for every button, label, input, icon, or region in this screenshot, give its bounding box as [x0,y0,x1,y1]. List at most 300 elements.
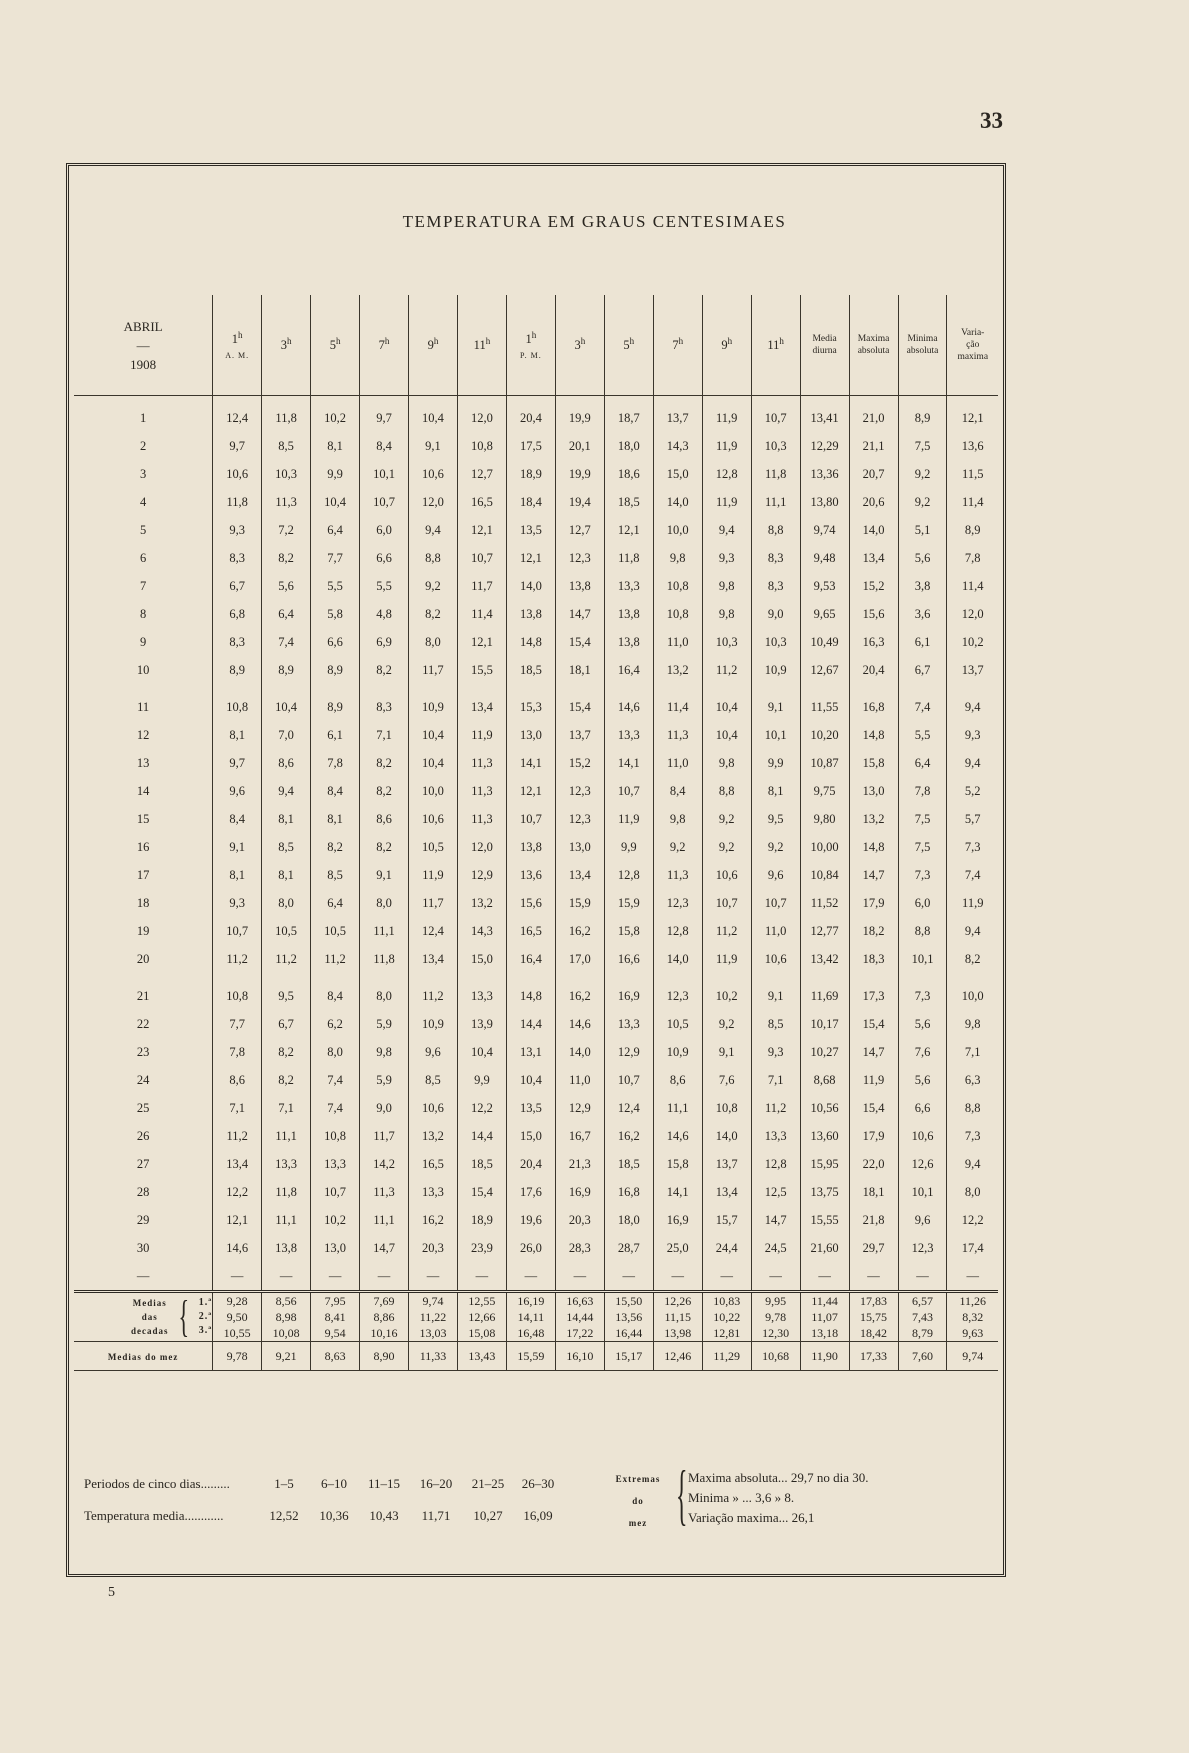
value-cell: 15,6 [506,889,555,917]
value-cell: 9,2 [898,460,947,488]
value-cell: 7,1 [360,721,409,749]
spacer-cell [702,684,751,693]
value-cell: 20,7 [849,460,898,488]
temperature-table [74,295,998,1371]
value-cell: 11,3 [653,861,702,889]
hour-header [311,295,360,396]
value-cell: 16,9 [604,982,653,1010]
value-cell: 16,7 [555,1122,604,1150]
hour-number: 9 [427,338,434,353]
table-row [74,861,998,889]
value-cell: 15,9 [555,889,604,917]
decade-value: 12,30 [762,1326,790,1340]
value-cell: 12,9 [457,861,506,889]
spacer-cell [409,973,458,982]
table-row [74,516,998,544]
day-cell: 7 [139,578,147,593]
value-cell: 21,0 [849,404,898,432]
value-cell: 13,7 [702,1150,751,1178]
value-cell: 8,1 [213,861,262,889]
value-cell: 13,8 [555,572,604,600]
dash-cell: — [457,1262,506,1292]
value-cell: 10,4 [457,1038,506,1066]
value-cell: 7,3 [947,1122,998,1150]
value-cell: 12,0 [457,404,506,432]
value-cell: 10,9 [653,1038,702,1066]
value-cell: 17,4 [947,1234,998,1262]
decade-value: 16,44 [615,1326,643,1340]
decade-value: 8,32 [962,1310,984,1324]
value-cell: 12,8 [653,917,702,945]
minima-header-line-1: Minima [907,334,938,344]
decades-words [131,1296,169,1338]
value-cell: 8,5 [751,1010,800,1038]
spacer-cell [506,396,555,405]
decade-value: 7,69 [373,1294,395,1308]
value-cell: 13,5 [506,1094,555,1122]
month-means-label-cell [74,1342,213,1371]
spacer-cell [409,684,458,693]
value-cell: 11,9 [457,721,506,749]
value-cell: 14,6 [653,1122,702,1150]
hour-header [262,295,311,396]
value-cell: 18,5 [604,1150,653,1178]
decade-value: 9,54 [324,1326,346,1340]
value-cell: 14,8 [849,833,898,861]
value-cell: 11,4 [653,693,702,721]
value-cell: 13,4 [702,1178,751,1206]
hour-header [555,295,604,396]
value-cell: 7,4 [262,628,311,656]
value-cell: 11,8 [751,460,800,488]
value-cell: 20,4 [506,1150,555,1178]
table-row [74,460,998,488]
value-cell: 11,9 [409,861,458,889]
day-cell: 14 [136,783,150,798]
decade-value: 12,81 [713,1326,741,1340]
value-cell: 12,4 [604,1094,653,1122]
value-cell: 6,0 [898,889,947,917]
value-cell: 18,9 [457,1206,506,1234]
hour-unit: h [678,336,684,347]
value-cell: 10,4 [409,721,458,749]
value-cell: 13,6 [947,432,998,460]
value-cell: 12,0 [409,488,458,516]
maxima-header-line-1: Maxima [857,334,890,344]
hour-period: P. M. [520,351,542,361]
table-row [74,1038,998,1066]
value-cell: 8,9 [311,693,360,721]
value-cell: 10,2 [702,982,751,1010]
value-cell: 6,6 [360,544,409,572]
value-cell: 10,49 [800,628,849,656]
spacer-cell [360,684,409,693]
value-cell: 9,5 [751,805,800,833]
value-cell: 7,4 [898,693,947,721]
hour-number: 1 [525,332,532,347]
value-cell: 14,4 [506,1010,555,1038]
value-cell: 18,5 [604,488,653,516]
value-cell: 8,3 [751,572,800,600]
hour-number: 5 [623,338,630,353]
spacer-cell [751,684,800,693]
decade-value: 11,15 [664,1310,692,1324]
value-cell: 14,7 [849,861,898,889]
day-cell: 4 [139,494,147,509]
value-cell: 6,7 [898,656,947,684]
value-cell: 9,74 [800,516,849,544]
variacao-header-line-3: maxima [957,352,989,362]
value-cell: 7,3 [898,861,947,889]
value-cell: 13,42 [800,945,849,973]
spacer-cell [213,973,262,982]
value-cell: 8,0 [409,628,458,656]
hour-unit: h [580,336,586,347]
value-cell: 5,6 [898,1066,947,1094]
value-cell: 28,3 [555,1234,604,1262]
value-cell: 13,3 [604,721,653,749]
value-cell: 8,3 [213,544,262,572]
value-cell: 10,7 [604,1066,653,1094]
value-cell: 12,1 [506,777,555,805]
value-cell: 15,4 [457,1178,506,1206]
value-cell: 13,3 [262,1150,311,1178]
value-cell: 14,2 [360,1150,409,1178]
decade-values-cell [360,1292,409,1342]
spacer-cell [555,973,604,982]
value-cell: 10,84 [800,861,849,889]
value-cell: 18,9 [506,460,555,488]
period-temperature: 11,71 [421,1508,451,1523]
spacer-cell [74,973,213,982]
value-cell: 13,2 [457,889,506,917]
table-row [74,1066,998,1094]
value-cell: 7,8 [213,1038,262,1066]
spacer-cell [311,973,360,982]
decade-values-cell [213,1292,262,1342]
value-cell: 5,6 [262,572,311,600]
value-cell: 8,1 [262,861,311,889]
value-cell: 12,0 [947,600,998,628]
spacer-cell [74,684,213,693]
value-cell: 8,5 [409,1066,458,1094]
value-cell: 10,7 [457,544,506,572]
hour-unit: h [238,329,243,340]
decades-word-3: decadas [131,1326,169,1336]
variacao-header-line-1: Varia- [961,328,985,338]
value-cell: 10,4 [311,488,360,516]
value-cell: 19,6 [506,1206,555,1234]
decade-values-cell [702,1292,751,1342]
value-cell: 8,8 [947,1094,998,1122]
value-cell: 14,7 [751,1206,800,1234]
spacer-cell [800,684,849,693]
media-header [800,295,849,396]
value-cell: 9,80 [800,805,849,833]
value-cell: 25,0 [653,1234,702,1262]
day-cell: 18 [136,895,150,910]
value-cell: 8,6 [653,1066,702,1094]
spacer-cell [849,973,898,982]
period-range: 1–5 [274,1476,294,1491]
value-cell: 10,0 [409,777,458,805]
table-row [74,1234,998,1262]
spacer-cell [849,396,898,405]
value-cell: 11,9 [849,1066,898,1094]
value-cell: 11,9 [947,889,998,917]
value-cell: 11,1 [262,1122,311,1150]
day-cell: 9 [139,634,147,649]
day-cell: 6 [139,550,147,565]
table-row [74,544,998,572]
value-cell: 18,3 [849,945,898,973]
period-temperature: 16,09 [523,1508,553,1523]
value-cell: 14,0 [653,488,702,516]
decade-value: 13,56 [615,1310,643,1324]
value-cell: 10,6 [213,460,262,488]
extremas-line-3: mez [628,1518,648,1528]
value-cell: 5,6 [898,1010,947,1038]
value-cell: 11,3 [653,721,702,749]
value-cell: 12,5 [751,1178,800,1206]
value-cell: 7,2 [262,516,311,544]
value-cell: 13,0 [849,777,898,805]
value-cell: 7,1 [262,1094,311,1122]
value-cell: 6,4 [311,889,360,917]
value-cell: 10,0 [653,516,702,544]
month-mean-cell: 13,43 [457,1342,506,1371]
value-cell: 9,9 [457,1066,506,1094]
value-cell: 9,1 [409,432,458,460]
spacer-cell [849,684,898,693]
value-cell: 19,9 [555,404,604,432]
day-cell: 28 [136,1184,150,1199]
value-cell: 21,3 [555,1150,604,1178]
value-cell: 6,4 [262,600,311,628]
month-mean-cell: 11,90 [800,1342,849,1371]
value-cell: 11,9 [702,945,751,973]
value-cell: 7,3 [947,833,998,861]
extremas-line-2: do [632,1496,644,1506]
decade-value: 12,26 [664,1294,692,1308]
value-cell: 11,9 [702,404,751,432]
decade-values-cell [311,1292,360,1342]
value-cell: 10,8 [213,982,262,1010]
value-cell: 12,7 [555,516,604,544]
period-range: 21–25 [471,1476,505,1491]
hour-number: 1 [231,332,239,347]
value-cell: 12,1 [457,516,506,544]
value-cell: 5,6 [898,544,947,572]
decade-value: 16,19 [517,1294,545,1308]
value-cell: 11,3 [457,805,506,833]
hour-header [506,295,555,396]
value-cell: 9,8 [653,805,702,833]
spacer-cell [360,396,409,405]
value-cell: 8,0 [262,889,311,917]
value-cell: 20,4 [849,656,898,684]
table-row [74,917,998,945]
decade-value: 13,98 [664,1326,692,1340]
value-cell: 10,2 [947,628,998,656]
value-cell: 16,8 [604,1178,653,1206]
value-cell: 13,3 [751,1122,800,1150]
value-cell: 12,3 [898,1234,947,1262]
decade-value: 10,16 [370,1326,398,1340]
value-cell: 6,7 [262,1010,311,1038]
month-mean-cell: 11,33 [409,1342,458,1371]
page-number: 33 [980,108,1003,133]
hour-number: 3 [574,338,581,353]
day-cell: 24 [136,1072,150,1087]
decade-value: 15,75 [860,1310,888,1324]
value-cell: 8,1 [311,805,360,833]
value-cell: 11,3 [360,1178,409,1206]
value-cell: 9,0 [360,1094,409,1122]
value-cell: 6,3 [947,1066,998,1094]
value-cell: 9,1 [360,861,409,889]
spacer-cell [947,684,998,693]
value-cell: 8,2 [262,1038,311,1066]
value-cell: 13,2 [409,1122,458,1150]
value-cell: 7,4 [311,1066,360,1094]
value-cell: 15,2 [555,749,604,777]
day-cell: 20 [136,951,150,966]
value-cell: 9,8 [702,749,751,777]
value-cell: 11,8 [360,945,409,973]
spacer-row [74,684,998,693]
value-cell: 9,6 [213,777,262,805]
hour-header [360,295,409,396]
value-cell: 9,8 [702,572,751,600]
decades-brace: { [178,1292,190,1341]
value-cell: 9,1 [751,982,800,1010]
value-cell: 11,8 [262,404,311,432]
table-row [74,628,998,656]
value-cell: 14,4 [457,1122,506,1150]
decade-values-cell [653,1292,702,1342]
value-cell: 11,7 [409,889,458,917]
ordinal-3: 3.ª [198,1325,213,1336]
value-cell: 9,4 [947,693,998,721]
value-cell: 13,8 [262,1234,311,1262]
value-cell: 7,5 [898,432,947,460]
value-cell: 14,1 [506,749,555,777]
value-cell: 10,7 [751,889,800,917]
value-cell: 8,0 [360,889,409,917]
value-cell: 10,4 [262,693,311,721]
value-cell: 11,2 [213,1122,262,1150]
value-cell: 18,0 [604,432,653,460]
dash-cell: — [555,1262,604,1292]
value-cell: 5,2 [947,777,998,805]
value-cell: 7,8 [311,749,360,777]
hour-number: 9 [721,338,728,353]
value-cell: 8,4 [311,777,360,805]
hour-header [751,295,800,396]
value-cell: 12,3 [653,889,702,917]
value-cell: 7,6 [702,1066,751,1094]
value-cell: 10,4 [506,1066,555,1094]
value-cell: 11,9 [702,432,751,460]
value-cell: 10,9 [751,656,800,684]
value-cell: 8,1 [311,432,360,460]
value-cell: 12,0 [457,833,506,861]
value-cell: 13,8 [506,600,555,628]
value-cell: 11,7 [409,656,458,684]
day-cell: 25 [136,1100,150,1115]
value-cell: 24,5 [751,1234,800,1262]
media-header-line-2: diurna [812,346,837,356]
table-row [74,945,998,973]
table-row [74,805,998,833]
day-cell: 15 [136,811,150,826]
spacer-cell [604,973,653,982]
decade-values-cell [800,1292,849,1342]
value-cell: 15,0 [653,460,702,488]
value-cell: 13,8 [506,833,555,861]
value-cell: 10,9 [409,1010,458,1038]
value-cell: 10,3 [751,432,800,460]
value-cell: 14,6 [604,693,653,721]
spacer-cell [702,973,751,982]
month-mean-cell: 16,10 [555,1342,604,1371]
value-cell: 18,6 [604,460,653,488]
value-cell: 13,0 [555,833,604,861]
dash-cell: — [947,1262,998,1292]
decades-label [74,1292,213,1341]
value-cell: 13,7 [947,656,998,684]
variacao-maxima-line: Variação maxima... 26,1 [688,1510,815,1525]
value-cell: 11,3 [262,488,311,516]
value-cell: 12,3 [653,982,702,1010]
value-cell: 9,9 [604,833,653,861]
value-cell: 11,0 [653,628,702,656]
spacer-cell [947,396,998,405]
value-cell: 5,9 [360,1066,409,1094]
value-cell: 9,4 [947,917,998,945]
value-cell: 13,2 [849,805,898,833]
month-means-label: Medias do mez [107,1351,179,1362]
period-temperature: 12,52 [269,1508,299,1523]
value-cell: 9,4 [409,516,458,544]
dash-cell: — [849,1262,898,1292]
month-mean-cell: 8,90 [360,1342,409,1371]
value-cell: 18,1 [849,1178,898,1206]
value-cell: 18,2 [849,917,898,945]
day-cell: 11 [137,699,150,714]
day-cell: 30 [136,1240,150,1255]
spacer-cell [311,396,360,405]
hour-unit: h [727,336,733,347]
value-cell: 12,3 [555,805,604,833]
table-row [74,693,998,721]
value-cell: 14,0 [849,516,898,544]
value-cell: 8,2 [360,656,409,684]
value-cell: 8,4 [213,805,262,833]
value-cell: 5,5 [360,572,409,600]
value-cell: 10,5 [409,833,458,861]
value-cell: 9,7 [213,432,262,460]
decade-value: 9,28 [226,1294,248,1308]
day-cell: 23 [136,1044,150,1059]
value-cell: 10,5 [262,917,311,945]
extremas-line-1: Extremas [615,1474,661,1484]
value-cell: 16,2 [555,982,604,1010]
decade-value: 11,22 [419,1310,447,1324]
value-cell: 8,4 [653,777,702,805]
value-cell: 8,9 [898,404,947,432]
